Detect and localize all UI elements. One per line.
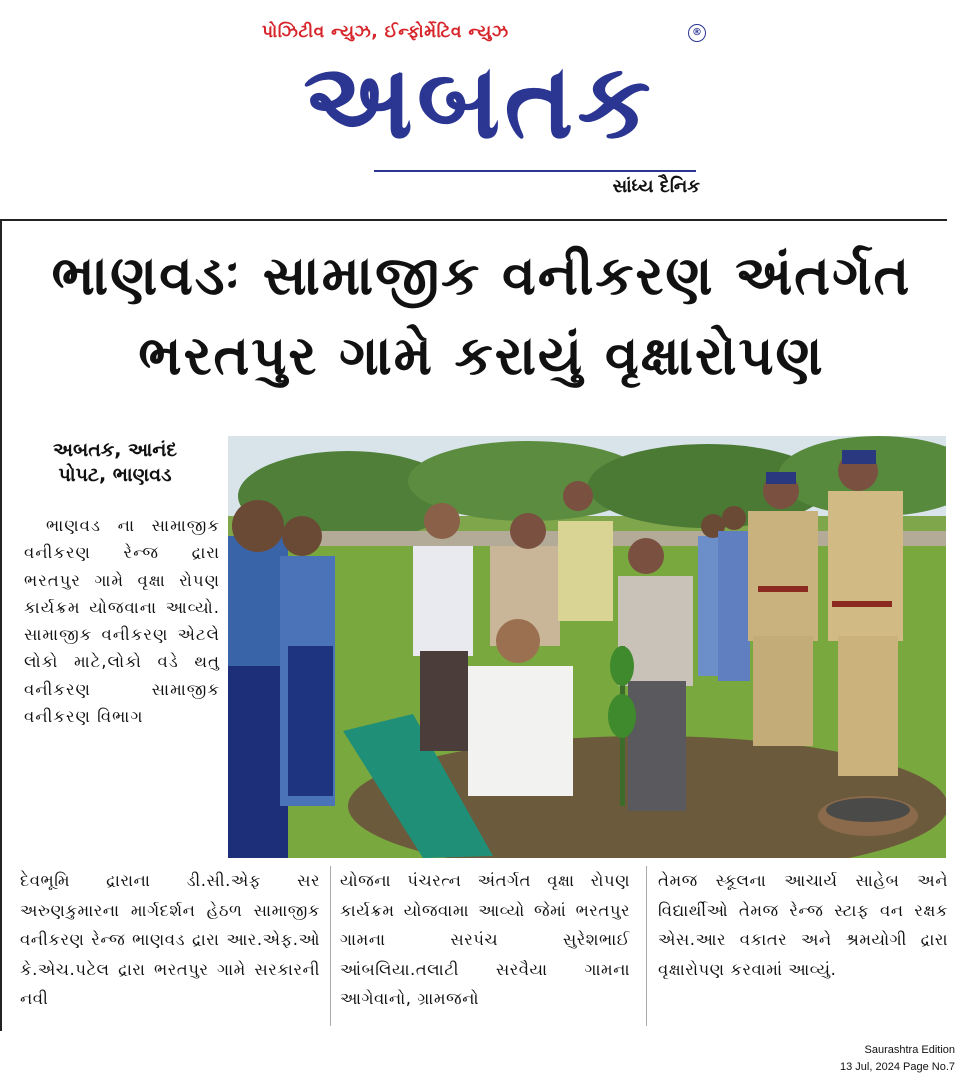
byline-line-2: પોપટ, ભાણવડ	[58, 464, 172, 486]
article-byline	[10, 438, 220, 488]
article-headline	[14, 236, 949, 396]
header-divider	[0, 219, 947, 221]
article-column-1: દેવભૂમિ દ્રારાના ડી.સી.એફ સર અરુણકુમારના માર્ગદર્શન હેઠળ સામાજીક વનીકરણ રેન્જ ભાણવડ દ્રારા આર.એફ.ઓ કે.એચ.પટેલ દ્રારા ભરતપુર ગામે સરકારની નવી	[20, 871, 320, 1008]
article-lead-paragraph: ભાણવડ ના સામાજીક વનીકરણ રેન્જ દ્રારા ભરતપુર ગામે વૃક્ષા રોપણ કાર્યક્રમ યોજવાના આવ્યો. સામાજીક વનીકરણ એટલે લોકો માટે,લોકો વડે થતુ વનીકરણ સામાજીક વનીકરણ વિભાગ	[24, 516, 220, 727]
photo-illustration	[228, 436, 946, 858]
column-divider-2	[646, 866, 647, 1026]
article-column-2: યોજના પંચરત્ન અંતર્ગત વૃક્ષા રોપણ કાર્યક્રમ યોજવામા આવ્યો જેમાં ભરતપુર ગામના સરપંચ સુરેશભાઈ આંબલિયા.તલાટી સરવૈયા ગામના આગેવાનો, ગ્રામજનો	[340, 871, 630, 1008]
column-divider-1	[330, 866, 331, 1026]
tree-planting-photo	[228, 436, 946, 858]
headline-line-1: ભાણવડઃ સામાજીક વનીકરણ અંતર્ગત	[51, 244, 912, 307]
article-column-3: તેમજ સ્કૂલના આચાર્ય સાહેબ અને વિદ્યાર્થીઓ તેમજ રેન્જ સ્ટાફ વન રક્ષક એસ.આર વકાતર અને શ્રમયોગી દ્રારા વૃક્ષારોપણ કરવામાં આવ્યું.	[658, 871, 948, 979]
newspaper-logo: અબતક	[303, 40, 655, 162]
registered-mark: ®	[688, 24, 706, 42]
byline-line-1: અબતક, આનંદ	[52, 439, 178, 461]
edition-name: Saurashtra Edition	[864, 1044, 955, 1056]
edition-date-page: 13 Jul, 2024 Page No.7	[840, 1061, 955, 1073]
headline-line-2: ભરતપુર ગામે કરાયું વૃક્ષારોપણ	[138, 324, 825, 387]
masthead-subtitle: સાંધ્ય દૈનિક	[612, 176, 700, 197]
article-frame-left	[0, 221, 2, 1031]
masthead-tagline: પોઝિટીવ ન્યુઝ, ઈન્ફોર્મેટિવ ન્યુઝ	[262, 22, 509, 42]
logo-underline	[374, 170, 696, 172]
edition-footer	[755, 1042, 955, 1076]
masthead	[0, 0, 965, 215]
